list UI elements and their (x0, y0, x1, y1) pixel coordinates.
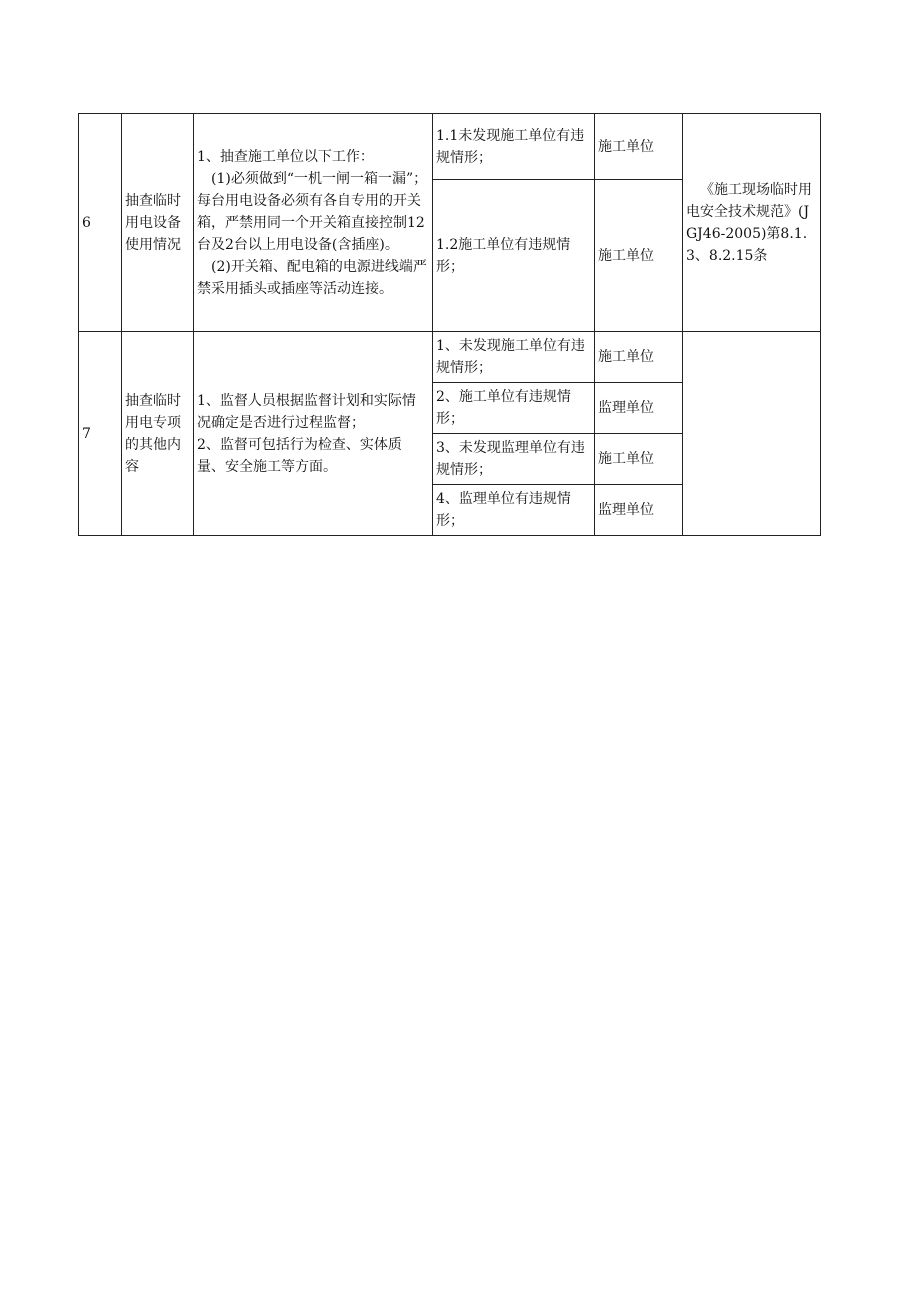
content-line: 1、抽查施工单位以下工作： (197, 148, 374, 165)
responsible-party: 施工单位 (595, 434, 683, 485)
row-number: 6 (79, 114, 122, 332)
check-content (194, 332, 433, 536)
responsible-party: 监理单位 (595, 485, 683, 536)
responsible-party: 施工单位 (595, 114, 683, 180)
check-content (194, 114, 433, 332)
responsible-party: 施工单位 (595, 180, 683, 332)
table-row (79, 114, 821, 180)
check-item: 抽查临时用电专项的其他内容 (122, 332, 194, 536)
content-line: 2、监督可包括行为检查、实体质量、安全施工等方面。 (197, 436, 402, 475)
responsible-party: 监理单位 (595, 383, 683, 434)
check-item: 抽查临时用电设备使用情况 (122, 114, 194, 332)
content-line: (1)必须做到“一机一闸一箱一漏”；每台用电设备必须有各自专用的开关箱，严禁用同一个开关箱直接控制12台及2台以上用电设备(含插座)。 (197, 170, 428, 253)
outcome-result: 2、施工单位有违规情形； (433, 383, 595, 434)
table-row (79, 332, 821, 383)
outcome-result: 1.1未发现施工单位有违规情形； (433, 114, 595, 180)
content-line: 1、监督人员根据监督计划和实际情况确定是否进行过程监督； (197, 392, 416, 431)
row-number: 7 (79, 332, 122, 536)
inspection-table-page (78, 113, 820, 536)
outcome-result: 1、未发现施工单位有违规情形； (433, 332, 595, 383)
inspection-table (78, 113, 821, 536)
outcome-result: 3、未发现监理单位有违规情形； (433, 434, 595, 485)
basis-text: 《施工现场临时用电安全技术规范》(JGJ46-2005)第8.1.3、8.2.15条 (686, 181, 812, 264)
regulation-basis (683, 114, 821, 332)
content-line: (2)开关箱、配电箱的电源进线端严禁采用插头或插座等活动连接。 (197, 258, 427, 297)
outcome-result: 1.2施工单位有违规情形； (433, 180, 595, 332)
regulation-basis (683, 332, 821, 536)
responsible-party: 施工单位 (595, 332, 683, 383)
outcome-result: 4、监理单位有违规情形； (433, 485, 595, 536)
